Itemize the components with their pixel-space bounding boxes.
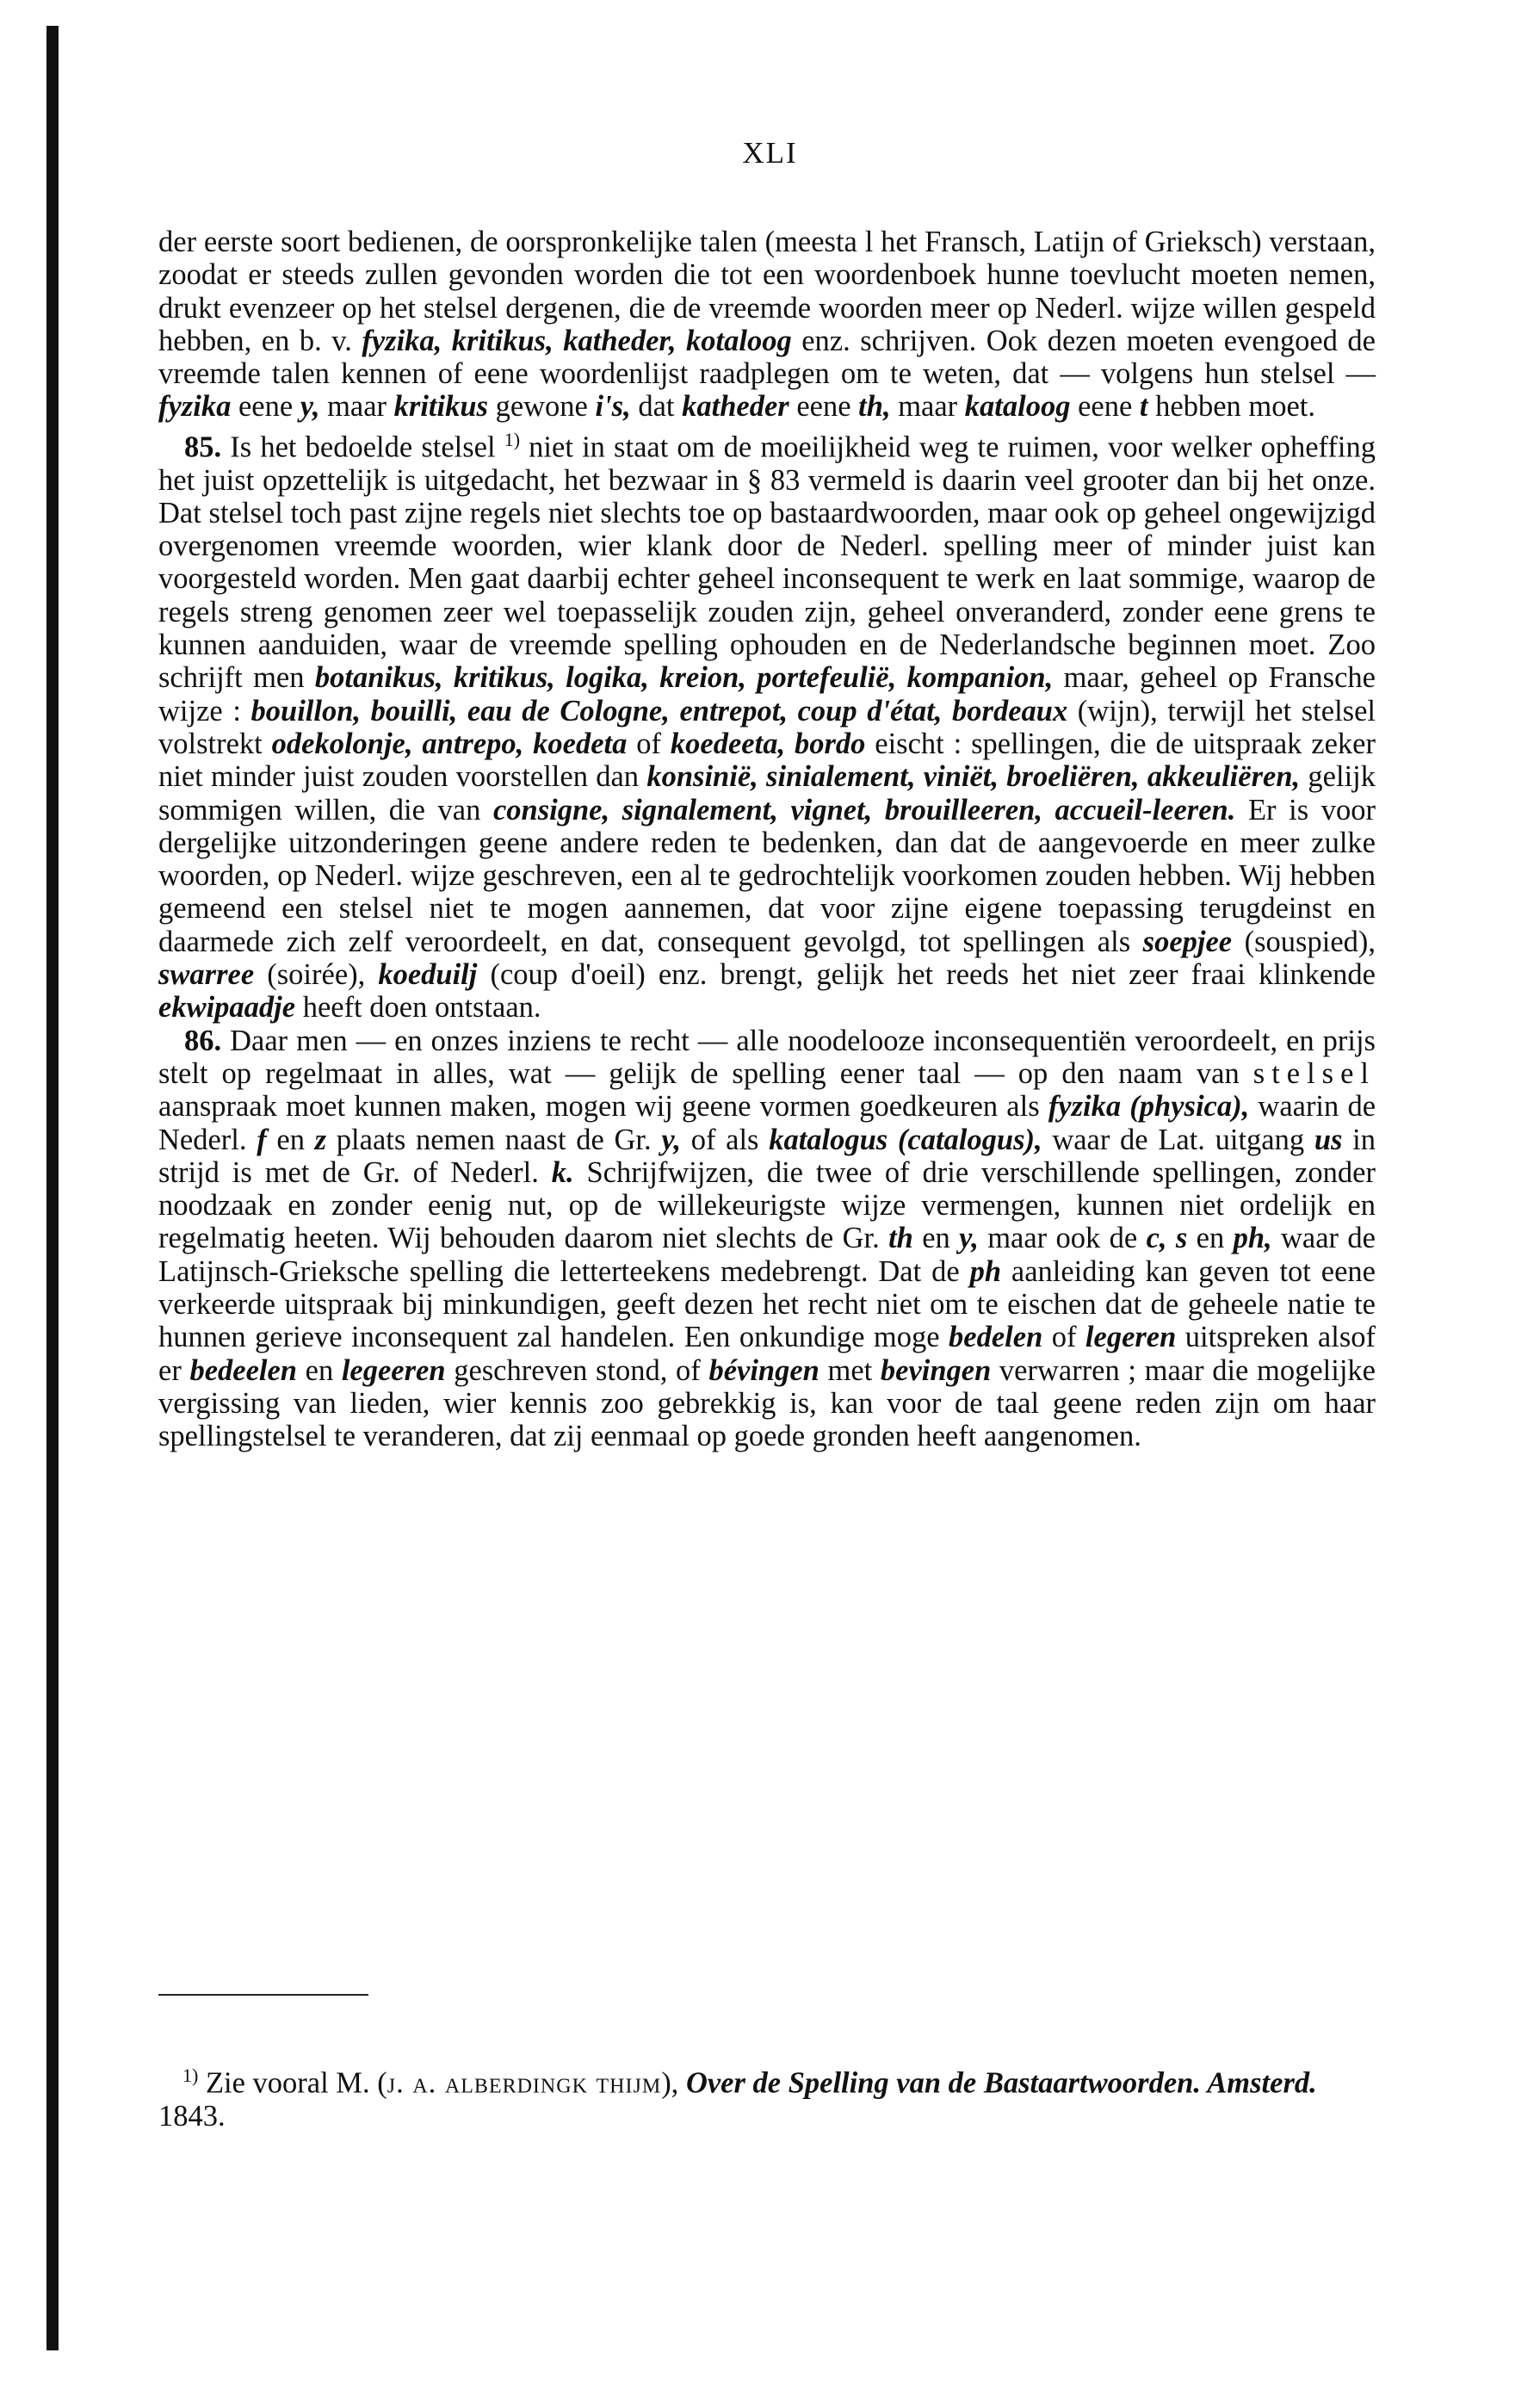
footnote-marker: 1) bbox=[182, 2065, 199, 2086]
paragraph-number: 85. bbox=[184, 430, 222, 464]
page-number: XLI bbox=[742, 136, 798, 170]
footnote-author: j. a. alberdingk thijm bbox=[387, 2066, 662, 2100]
binding-edge bbox=[46, 26, 59, 2350]
paragraph-number: 86. bbox=[184, 1024, 222, 1057]
continuation-paragraph: der eerste soort bedienen, de oorspronkelijke talen (meesta l het Fransch, Latijn of Grieksch) verstaan, zoodat er steeds zullen gevonden worden die tot een woordenboek hunne toevlucht moeten nemen, drukt evenzeer op het stelsel dergenen, die de vreemde woorden meer op Nederl. wijze willen gespeld hebben, en b. v. fyzika, kritikus, katheder, kotaloog enz. schrijven. Ook dezen moeten evengoed de vreemde talen kennen of eene woordenlijst raadplegen om te weten, dat — volgens hun stelsel — fyzika eene y, maar kritikus gewone i's, dat katheder eene th, maar kataloog eene t hebben moet. bbox=[158, 226, 1376, 424]
footnote-title: Over de Spelling van de Bastaartwoorden. Amsterd. bbox=[685, 2066, 1317, 2100]
paragraph-85: 85. Is het bedoelde stelsel $^{1)}$ niet in staat om de moeilijkheid weg te ruimen, voor welker opheffing het juist opzettelijk is uitgedacht, het bezwaar in § 83 vermeld is daarin veel grooter dan bij het onze. Dat stelsel toch past zijne regels niet slechts toe op bastaardwoorden, maar ook op geheel ongewijzigd overgenomen vreemde woorden, wier klank door de Nederl. spelling meer of minder juist kan voorgesteld worden. Men gaat daarbij echter geheel inconsequent te werk en laat sommige, waarop de regels streng genomen zeer wel toepasselijk zouden zijn, geheel onveranderd, zonder eene grens te kunnen aanduiden, waar de vreemde spelling ophouden en de Nederlandsche beginnen moet. Zoo schrijft men botanikus, kritikus, logika, kreion, portefeulië, kompanion, maar, geheel op Fransche wijze : bouillon, bouilli, eau de Cologne, entrepot, coup d'état, bordeaux (wijn), terwijl het stelsel volstrekt odekolonje, antrepo, koedeta of koedeeta, bordo eischt : spellingen, die de uitspraak zeker niet minder juist zouden voorstellen dan konsinië, sinialement, viniët, broeliëren, akkeuliëren, gelijk sommigen willen, die van consigne, signalement, vignet, brouilleeren, accueil-leeren. Er is voor dergelijke uitzonderingen geene andere reden te bedenken, dan dat de aangevoerde en meer zulke woorden, op Nederl. wijze geschreven, een al te gedrochtelijk voorkomen zouden hebben. Wij hebben gemeend een stelsel niet te mogen aannemen, dat voor zijne eigene toepassing terugdeinst en daarmede zich zelf veroordeelt, en dat, consequent gevolgd, tot spellingen als soepjee (souspied), swarree (soirée), koeduilj (coup d'oeil) enz. brengt, gelijk het reeds het niet zeer fraai klinkende ekwipaadje heeft doen ontstaan. bbox=[158, 428, 1376, 1025]
footnote-divider bbox=[158, 1994, 368, 1996]
footnote-reference: 1) bbox=[504, 428, 521, 450]
footnote: $^{1)}$ Zie vooral M. (j. a. alberdingk thijm), Over de Spelling van de Bastaartwoorden. Amsterd. 1843. bbox=[158, 2065, 1317, 2133]
body-text bbox=[158, 226, 1376, 1452]
paragraph-86: 86. Daar men — en onzes inziens te recht — alle noodelooze inconsequentiën veroordeelt, en prijs stelt op regelmaat in alles, wat — gelijk de spelling eener taal — op den naam van stelsel aanspraak moet kunnen maken, mogen wij geene vormen goedkeuren als fyzika (physica), waarin de Nederl. f en z plaats nemen naast de Gr. y, of als katalogus (catalogus), waar de Lat. uitgang us in strijd is met de Gr. of Nederl. k. Schrijfwijzen, die twee of drie verschillende spellingen, zonder noodzaak en zonder eenig nut, op de willekeurigste wijze vermengen, kunnen niet ordelijk en regelmatig heeten. Wij behouden daarom niet slechts de Gr. th en y, maar ook de c, s en ph, waar de Latijnsch-Grieksche spelling die letterteekens medebrengt. Dat de ph aanleiding kan geven tot eene verkeerde uitspraak bij minkundigen, geeft dezen het recht niet om te eischen dat de geheele natie te hunnen gerieve inconsequent zal handelen. Een onkundige moge bedelen of legeren uitspreken alsof er bedeelen en legeeren geschreven stond, of bévingen met bevingen verwarren ; maar die mogelijke vergissing van lieden, wier kennis zoo gebrekkig is, kan voor de taal geene reden zijn om haar spellingstelsel te veranderen, dat zij eenmaal op goede gronden heeft aangenomen. bbox=[158, 1024, 1376, 1453]
